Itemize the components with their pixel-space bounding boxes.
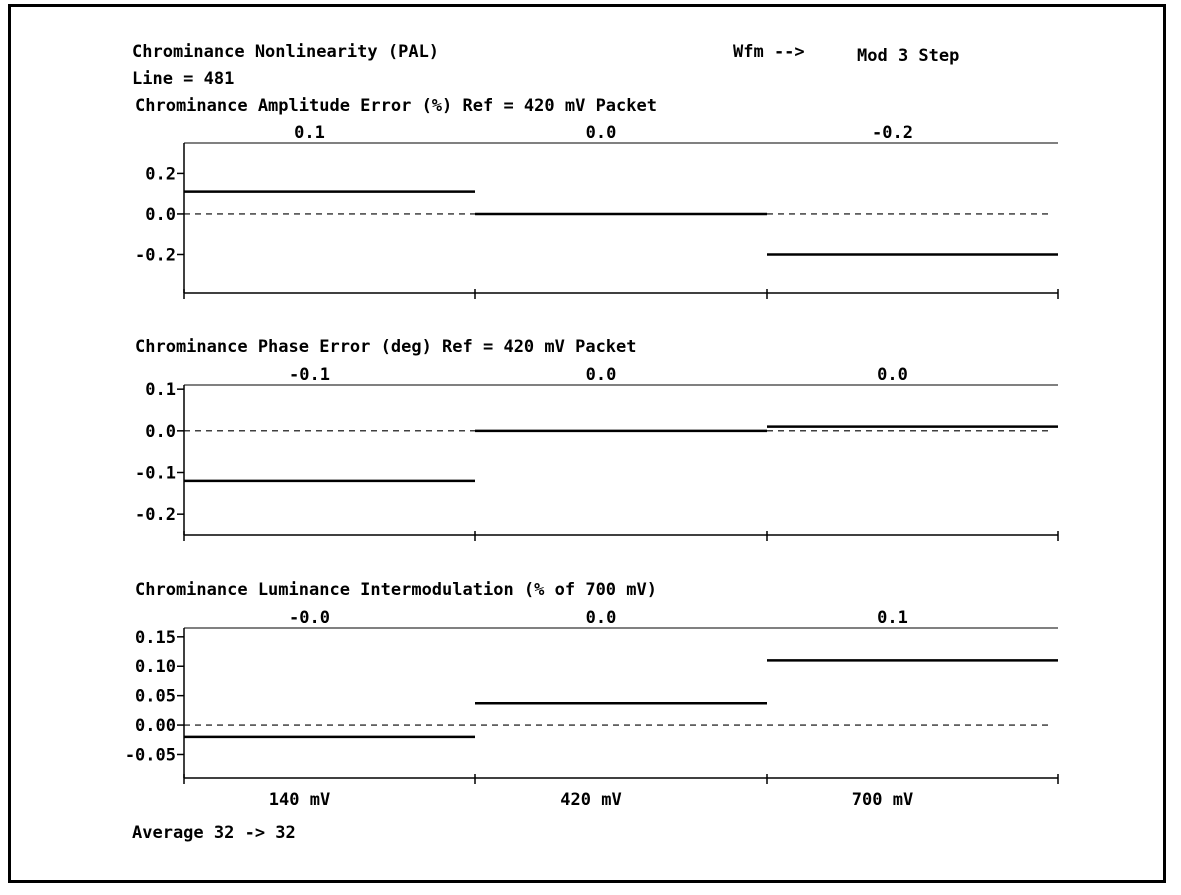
y-tick-label: -0.05 bbox=[124, 745, 176, 766]
x-category-label: 700 mV bbox=[851, 790, 914, 810]
panel-title: Chrominance Phase Error (deg) Ref = 420 mV Packet bbox=[135, 337, 637, 357]
x-category-label: 420 mV bbox=[560, 790, 622, 810]
segment-value-label: -0.1 bbox=[289, 365, 330, 385]
panel-1 bbox=[135, 96, 1058, 299]
panel-3 bbox=[125, 580, 1058, 810]
segment-value-label: 0.0 bbox=[585, 123, 617, 143]
segment-value-label: -0.2 bbox=[872, 123, 913, 143]
y-tick-label: 0.0 bbox=[145, 204, 176, 225]
line-number: Line = 481 bbox=[132, 69, 235, 89]
segment-value-label: 0.0 bbox=[877, 365, 908, 385]
waveform-name: Mod 3 Step bbox=[857, 46, 960, 66]
panel-2 bbox=[135, 337, 1058, 541]
x-category-label: 140 mV bbox=[268, 790, 331, 810]
y-tick-label: 0.05 bbox=[135, 686, 176, 707]
y-tick-label: -0.1 bbox=[135, 463, 176, 484]
segment-value-label: 0.1 bbox=[877, 608, 908, 628]
y-tick-label: 0.2 bbox=[145, 164, 176, 185]
y-tick-label: 0.1 bbox=[145, 380, 176, 401]
y-tick-label: -0.2 bbox=[135, 245, 176, 266]
y-tick-label: -0.2 bbox=[135, 505, 176, 526]
segment-value-label: -0.0 bbox=[289, 608, 330, 628]
panel-title: Chrominance Luminance Intermodulation (% of 700 mV) bbox=[135, 580, 657, 600]
report-title: Chrominance Nonlinearity (PAL) bbox=[132, 42, 440, 62]
segment-value-label: 0.0 bbox=[585, 608, 617, 628]
y-tick-label: 0.10 bbox=[135, 657, 176, 678]
y-tick-label: 0.15 bbox=[135, 627, 176, 648]
chart-panels bbox=[125, 96, 1058, 810]
y-tick-label: 0.00 bbox=[135, 716, 176, 737]
wfm-label: Wfm --> bbox=[733, 42, 805, 62]
average-readout: Average 32 -> 32 bbox=[132, 823, 296, 843]
panel-title: Chrominance Amplitude Error (%) Ref = 420 mV Packet bbox=[135, 96, 657, 116]
y-tick-label: 0.0 bbox=[145, 421, 176, 442]
segment-value-label: 0.0 bbox=[585, 365, 617, 385]
segment-value-label: 0.1 bbox=[294, 123, 325, 143]
